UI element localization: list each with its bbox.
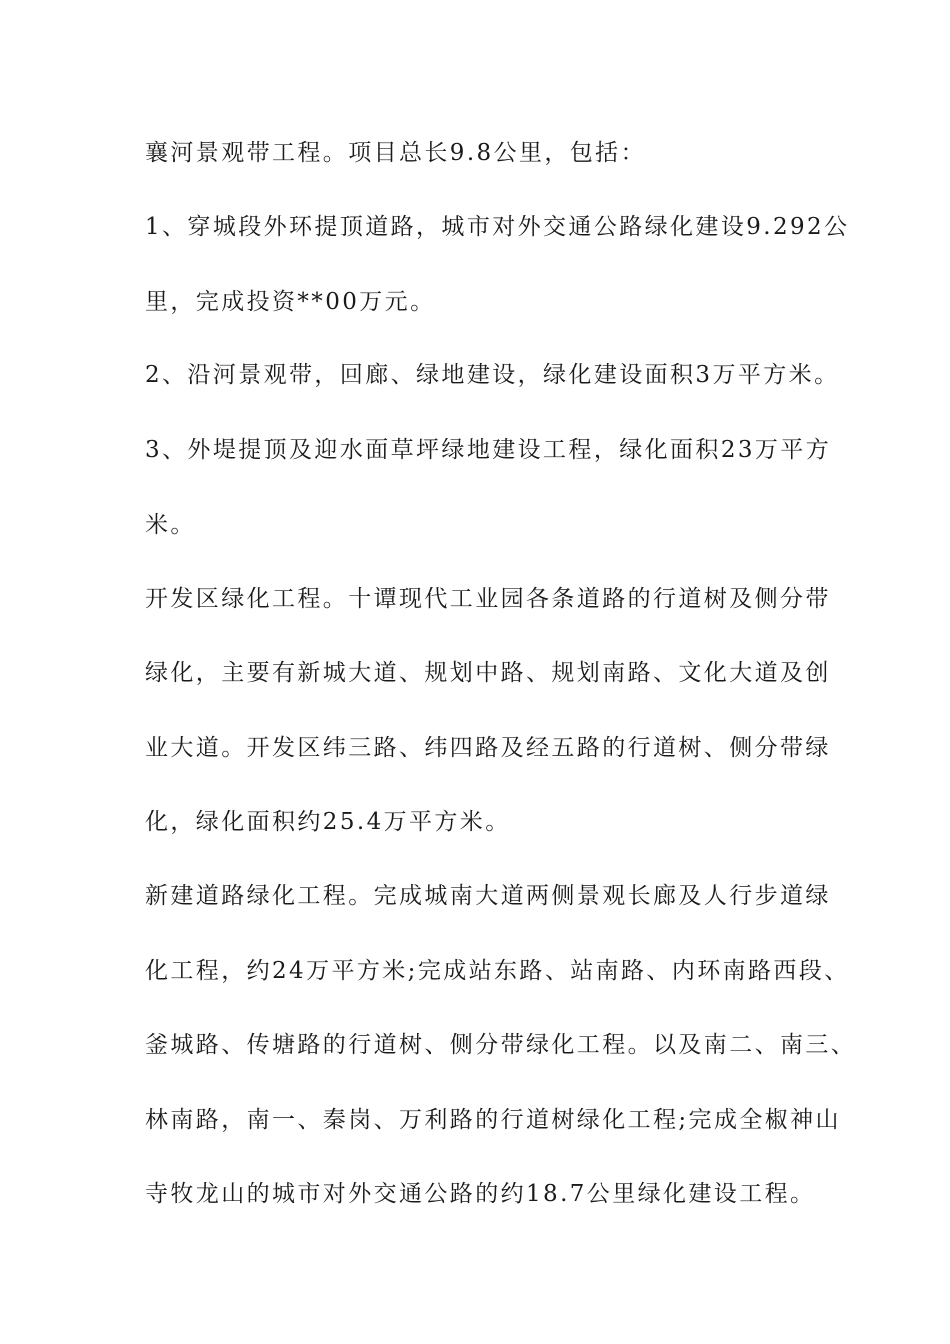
text-line-6: 米。	[145, 512, 196, 538]
text-line-7: 开发区绿化工程。十谭现代工业园各条道路的行道树及侧分带	[145, 586, 831, 612]
text-line-3: 里，完成投资**00万元。	[145, 289, 436, 315]
text-line-2: 1、穿城段外环提顶道路，城市对外交通公路绿化建设9.292公	[145, 214, 850, 240]
text-line-9: 业大道。开发区纬三路、纬四路及经五路的行道树、侧分带绿	[145, 735, 831, 761]
text-line-5: 3、外堤提顶及迎水面草坪绿地建设工程，绿化面积23万平方	[145, 437, 832, 463]
text-line-13: 釜城路、传塘路的行道树、侧分带绿化工程。以及南二、南三、	[145, 1032, 857, 1058]
text-line-11: 新建道路绿化工程。完成城南大道两侧景观长廊及人行步道绿	[145, 883, 831, 909]
text-line-8: 绿化，主要有新城大道、规划中路、规划南路、文化大道及创	[145, 660, 831, 686]
text-line-15: 寺牧龙山的城市对外交通公路的约18.7公里绿化建设工程。	[145, 1181, 816, 1207]
text-line-10: 化，绿化面积约25.4万平方米。	[145, 809, 511, 835]
text-line-14: 林南路，南一、秦岗、万利路的行道树绿化工程;完成全椒神山	[145, 1107, 841, 1133]
text-line-4: 2、沿河景观带，回廊、绿地建设，绿化建设面积3万平方米。	[145, 362, 840, 388]
text-line-1: 襄河景观带工程。项目总长9.8公里，包括：	[145, 140, 646, 166]
text-line-12: 化工程，约24万平方米;完成站东路、站南路、内环南路西段、	[145, 958, 850, 984]
